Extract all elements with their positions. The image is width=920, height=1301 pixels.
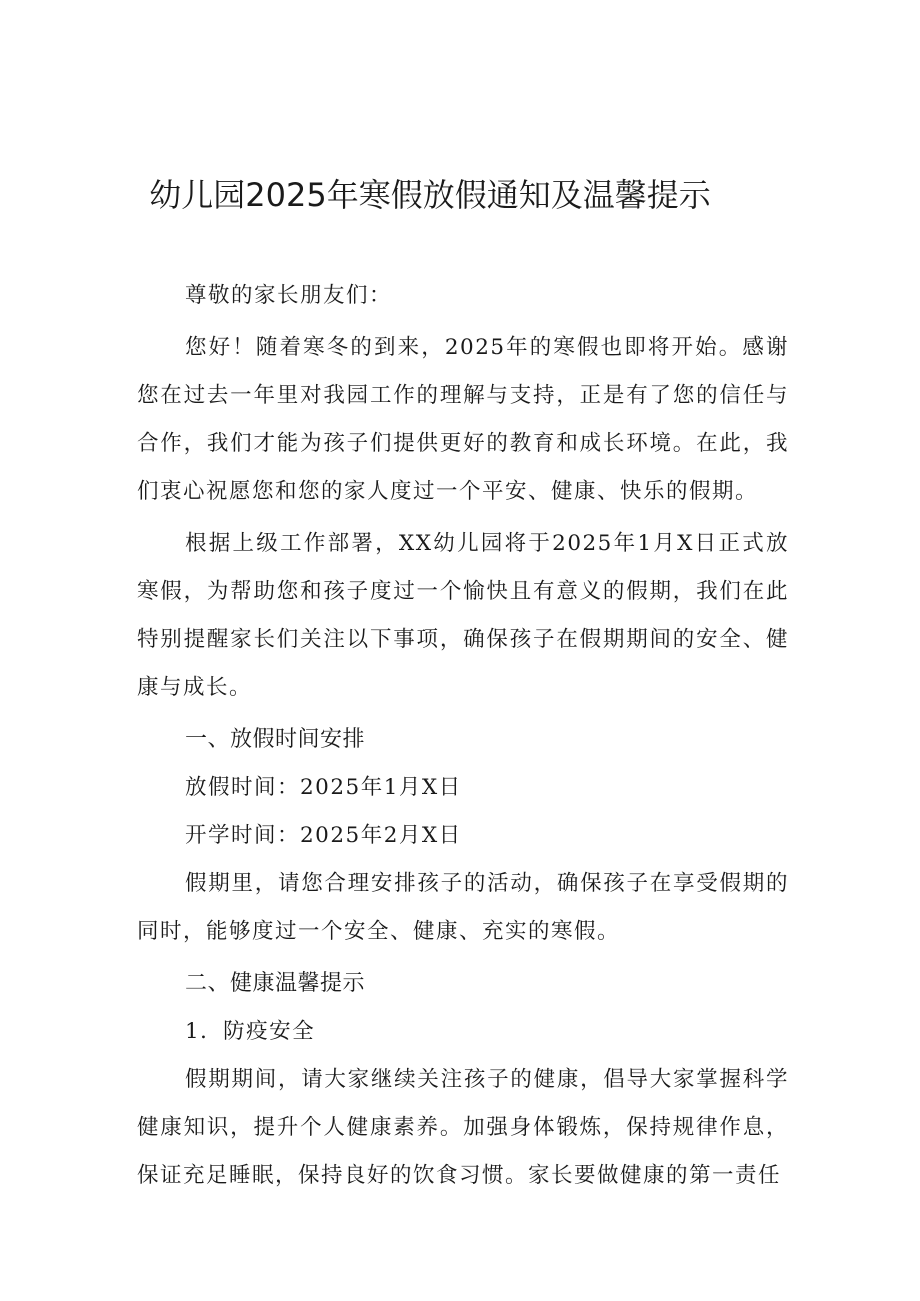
section-heading-schedule: 一、放假时间安排 xyxy=(185,727,366,752)
paragraph-notice: 根据上级工作部署，XX幼儿园将于2025年1月X日正式放寒假，为帮助您和孩子度过一个愉快且有意义的假期，我们在此特别提醒家长们关注以下事项，确保孩子在假期期间的安全、健康与成长。 xyxy=(137,531,789,700)
item-title-epidemic-safety: 1．防疫安全 xyxy=(185,1019,316,1044)
holiday-start-line: 放假时间：2025年1月X日 xyxy=(185,775,462,800)
document-title: 幼儿园2025年寒假放假通知及温馨提示 xyxy=(149,176,711,214)
paragraph-greeting: 您好！随着寒冬的到来，2025年的寒假也即将开始。感谢您在过去一年里对我园工作的理解与支持，正是有了您的信任与合作，我们才能为孩子们提供更好的教育和成长环境。在此，我们衷心祝愿您和您的家人度过一个平安、健康、快乐的假期。 xyxy=(137,335,789,504)
document-body xyxy=(137,272,789,1200)
salutation: 尊敬的家长朋友们： xyxy=(185,283,393,308)
school-start-line: 开学时间：2025年2月X日 xyxy=(185,823,462,848)
section-heading-health: 二、健康温馨提示 xyxy=(185,971,366,996)
paragraph-schedule-note: 假期里，请您合理安排孩子的活动，确保孩子在享受假期的同时，能够度过一个安全、健康、充实的寒假。 xyxy=(137,871,789,944)
paragraph-epidemic-safety: 假期期间，请大家继续关注孩子的健康，倡导大家掌握科学健康知识，提升个人健康素养。加强身体锻炼，保持规律作息，保证充足睡眠，保持良好的饮食习惯。家长要做健康的第一责任 xyxy=(137,1067,789,1188)
